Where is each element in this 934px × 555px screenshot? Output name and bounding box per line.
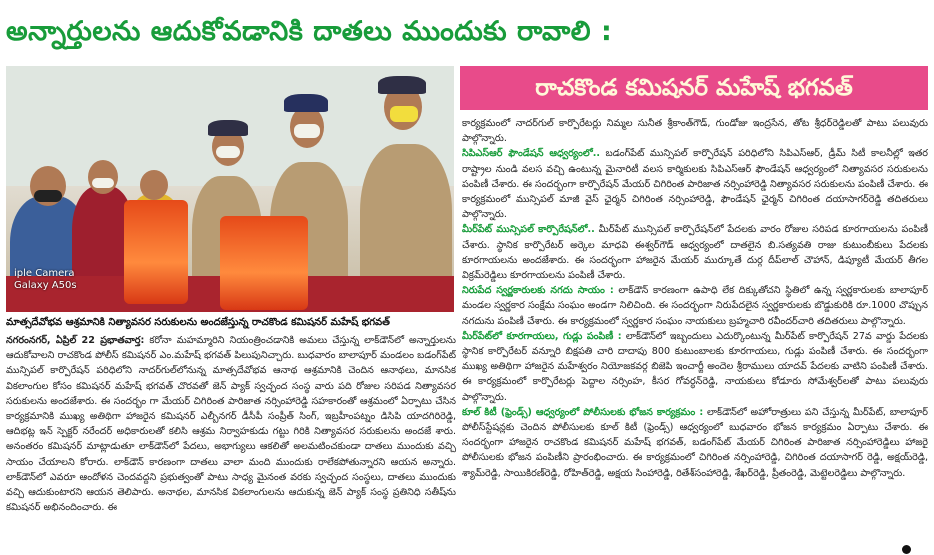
section-heading: మీర్‌పేట్‌లో కూరగాయలు, గుడ్లు పంపిణీ : (462, 330, 622, 342)
article-section (462, 222, 928, 283)
photo-mask (216, 146, 240, 158)
watermark-line: Galaxy A50s (14, 280, 77, 291)
headline-bar (0, 0, 934, 60)
article-section (462, 405, 928, 481)
page-corner-dot (902, 545, 911, 554)
article-paragraph: కార్యక్రమంలో నాదర్‌గుల్ కార్పొరేటర్లు నిమ్మల సునీత శ్రీకాంత్‌గౌడ్, గుండోజు ఇంద్రసేన, తోట శ్రీధర్‌రెడ్డిలతో పాటు పలువురు పాల్గొన్నారు. (462, 118, 928, 145)
article-section (462, 146, 928, 222)
article-section (462, 283, 928, 329)
news-photo (6, 66, 454, 312)
section-body: లాక్‌డౌన్‌లో ఇబ్బందులు ఎదుర్కొంటున్న మీర్‌పేట్ కార్పొరేషన్ 27వ వార్డు పేదలకు స్థానిక కార్పొరేటర్ వన్నూరి బిక్షపతి చారి దాదాపు 800 కుటుంబాలకు కూరగాయలు, గుడ్లు పంపిణీ చేశారు. ఈ సందర్భంగా ముఖ్య అతిథిగా హాజరైన మహేశ్వరం నియోజకవర్గ బిజెపి ఇంచార్జీ అందెల శ్రీరాములు యాదవ్ పేదలకు వాటిని పంపిణీ చేశారు. ఈ కార్యక్రమంలో కార్పొరేటర్లు పెద్దాల నర్సింహ, కీసర గోవర్ధన్‌రెడ్డి, నాయకులు కోడూరు సోమేశ్వర్‌లతో పాటు పలువురు పాల్గొన్నారు. (462, 330, 928, 403)
photo-person-head (140, 170, 168, 200)
photo-mask (92, 178, 114, 188)
grocery-bag (220, 216, 308, 310)
photo-mask (34, 190, 62, 202)
section-body: మీర్‌పేట్ మున్సిపల్ కార్పొరేషన్‌లో పేదలకు వారం రోజుల సరిపడ కూరగాయలను పంపిణీ చేశారు. స్థానిక కార్పొరేటర్ అర్కెల మాధవి ఈశ్వర్‌గౌడ్ ఆధ్వర్యంలో దాతలైన బి.సత్యవతి రాజు కుటుంబీకులు పేదలకు కూరగాయలను అందజేశారు. ఈ సందర్భంగా హాజరైన మేయర్ ముర్కూతే దుర్గ దీప్‌లాల్ చౌహాన్, డిప్యూటీ మేయర్ తీగల విక్రమ్‌రెడ్డిలు కూరగాయలను పంపిణీ చేశారు. (462, 224, 928, 282)
section-body: బడంగ్‌పేట్ మున్సిపల్ కార్పొరేషన్ పరిధిలోని సిపిఎస్ఆర్, డ్రీమ్ సిటీ కాలనీల్లో ఇతర రాష్ట్రాల నుండి వలస వచ్చి ఉంటున్న మైనారిటీ వలస కార్మికులకు సిపిఎస్‌ఆర్ ఫౌండేషన్ ఆధ్వర్యంలో నిత్యావసర సరుకులను పంపిణీ చేశారు. ఈ సందర్భంగా కార్పొరేషన్ మేయర్ చిగిరింత పారిజాత నర్సింహారెడ్డి నిత్యావసర సరుకులను పంపిణీ చేశారు. ఈ కార్యక్రమంలో మున్సిపల్ మాజీ వైస్ ఛైర్మన్ చిగిరింత నర్సింహారెడ్డి, ఫౌండేషన్ ఛైర్మన్ చిగిరింత దయాసాగర్‌రెడ్డి తదితరులు పాల్గొన్నారు. (462, 148, 928, 221)
watermark-line: iple Camera (14, 268, 75, 279)
section-heading: కూల్ కిటీ (ఫ్రెండ్స్) ఆధ్వర్యంలో పోలీసులకు భోజన కార్యక్రమం : (462, 406, 704, 418)
photo-mask (294, 124, 320, 138)
article-paragraph (6, 333, 456, 515)
dateline: నగరంనగర్, ఏప్రిల్ 22 ప్రభాతవార్త: (6, 335, 145, 346)
section-body: లాక్‌డౌన్‌లో అహోరాత్రులు పని చేస్తున్న మీర్‌పేట్, బాలాపూర్ పోలీస్‌స్టేషన్లకు చెందిన పోలీసులకు కూల్ కిటీ (ఫ్రెండ్స్) ఆధ్వర్యంలో బుధవారం భోజన కార్యక్రమం ఏర్పాటు చేశారు. ఈ సందర్భంగా హాజరైన రాచకొండ కమిషనర్ మహేష్ భగవత్, బడంగ్‌పేట్ మేయర్ చిగిరింత పారిజాత నర్సింహారెడ్డిలు హాజరై పోలీసులకు భోజన పంపిణీని ప్రారంభించారు. ఈ కార్యక్రమంలో చిగిరింత నర్సింహారెడ్డి, చిగిరింత దయాసాగర్ రెడ్డి, అక్షయ్‌రెడ్డి, శ్యామ్‌రెడ్డి, సాయికిరణ్‌రెడ్డి, రోహిత్‌రెడ్డి, అక్షయ సింహారెడ్డి, రితేశ్‌సంహారెడ్డి, శేఖర్‌రెడ్డి, ప్రీతంరెడ్డి, మెట్టెలరెడ్డిలు పాల్గొన్నారు. (462, 406, 928, 479)
camera-watermark (14, 268, 77, 292)
article-right-column (462, 116, 928, 552)
photo-cap (208, 120, 248, 136)
section-body: లాక్‌డౌన్ కారణంగా ఉపాధి లేక దిక్కుతోచని స్థితిలో ఉన్న స్వర్ణకారులకు బాలాపూర్ మండల స్వర్ణకార సంక్షేమ సంఘం అండగా నిలిచింది. ఈ సందర్భంగా నిరుపేదలైన స్వర్ణకారులకు బొడ్డుకురికి రూ.1000 చొప్పున నగదును పంపిణీ చేశారు. ఈ కార్యక్రమంలో స్వర్ణకార సంఘం నాయకులు బ్రహ్మచారి రవీందర్‌చారి తదితరులు పాల్గొన్నారు. (462, 285, 928, 327)
grocery-bag (124, 200, 188, 304)
photo-person-head (88, 160, 118, 194)
section-heading: మీర్‌పేట్ మున్సిపల్ కార్పొరేషన్‌లో.. (462, 224, 595, 236)
article-body: కరోనా మహమ్మారిని నియంత్రించడానికి అమలు చేస్తున్న లాక్‌డౌన్‌లో అన్నార్తులను ఆదుకోవాలని రాచకొండ పోలీస్ కమిషనర్ ఎం.మహేష్ భగవత్ పిలుపునిచ్చారు. బుధవారం బాలాపూర్ మండలం బడంగ్‌పేట్ మున్సిపల్ కార్పొరేషన్ పరిధిలోని నాదర్‌గుల్‌లోనున్న మాత్సదేవోభవ ఆనాథ ఆశ్రమానికి చెందిన ఆనాథలు, మానసిక వికలాంగుల కోసం కమిషనర్ మహేష్ భగవత్ చొరవతో జెన్ ప్యాక్ స్వచ్ఛంద సంస్థ వారు పది రోజుల సరిపడ నిత్యావసర సరుకులను అందజేశారు. ఈ సందర్భం గా మేయర్ చిగిరింత పారిజాత నర్సింహారెడ్డి సహకారంతో ఆశ్రమంలో ఏర్పాటు చేసిన కార్యక్రమానికి ముఖ్య అతిథిగా హాజరైన కమిషనర్ ఎల్బీనగర్ డీసీపీ సంప్రీత్ సింగ్, ఇబ్రహీంపట్నం డిసిపి యాదగిరిరెడ్డి, ఆదిభట్ల ఇన్ స్పెక్టర్ నరేందర్ అధికారులతో కలిసి ఆశ్రమ నిర్వాహకుడు గట్టు గిరికి నిత్యావసర సరుకులను అందజే శారు. అనంతరం కమిషనర్ మాట్లాడుతూ లాక్‌డౌన్‌లో పేదలు, అభాగ్యులు ఆకలితో అలమటించకుండా దాతలు ముందుకు వచ్చి సాయం చేయాలని కోరారు. లాక్‌డౌన్ కారణంగా దాతలు వాలా మంది ముందుకు రాలేకపోతున్నారని ఆయన అన్నారు. లాక్‌డౌన్‌లో ఎవరూ ఆందోళన చెందవద్దని ప్రభుత్వంతో పాటు సాధ్య మైనంత వరకు స్వచ్ఛంద సంస్థలు, దాతలు ముందుకు వచ్చి ఆదుకుంటారని ఆయన తెలిపారు. అనాథల, మానసిక వికలాంగులను ఆదుకున్న జెన్ ప్యాక్ సంస్థ ప్రతినిధి సతీష్‌ను కమిషనర్ అభినందించారు. ఈ (6, 335, 456, 514)
section-heading: సిపిఎస్‌ఆర్ ఫౌండేషన్ ఆధ్వర్యంలో.. (462, 148, 600, 160)
photo-cap (378, 76, 426, 94)
photo-cap (284, 94, 328, 112)
article-left-column (6, 333, 456, 553)
subheadline-banner: రాచకొండ కమిషనర్ మహేష్ భగవత్ (460, 66, 928, 110)
photo-mask (390, 106, 418, 122)
headline: అన్నార్తులను ఆదుకోవడానికి దాతలు ముందుకు రావాలి : (6, 16, 613, 47)
photo-caption: మాత్సదేవోభవ ఆశ్రమానికి నిత్యావసర సరుకులను అందజేస్తున్న రాచకొండ కమిషనర్ మహేష్ భగవత్ (6, 317, 390, 328)
article-section (462, 329, 928, 405)
section-heading: నిరుపేద స్వర్ణకారులకు నగదు సాయం : (462, 285, 614, 297)
